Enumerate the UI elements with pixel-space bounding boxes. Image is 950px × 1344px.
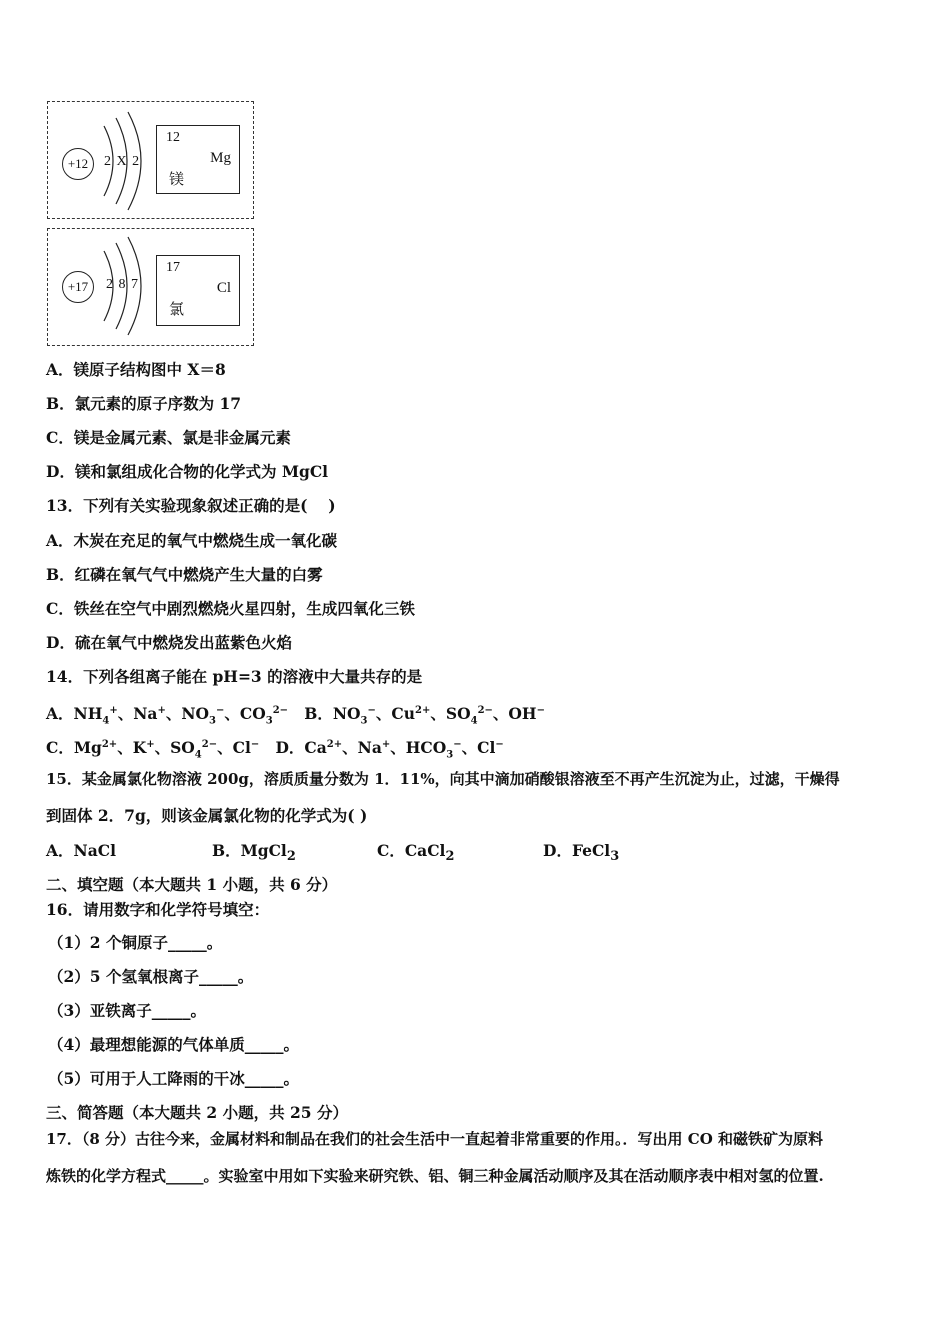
ion-na: Na	[133, 704, 158, 724]
q15-option-a-text: A．NaCl	[46, 841, 116, 860]
sep: 、	[165, 704, 182, 724]
ion-cl-sup: −	[250, 739, 260, 750]
q16-stem: 16．请用数字和化学符号填空：	[46, 900, 270, 919]
ion-cl: Cl	[477, 738, 496, 758]
ion-no3: NO	[332, 704, 361, 724]
ion-k-sup: +	[146, 739, 155, 750]
ion-nh4: NH	[73, 704, 103, 724]
ion-cl-sup: −	[495, 739, 504, 750]
q14-options-cd	[46, 735, 504, 765]
ion-co3-sup: 2−	[272, 705, 289, 716]
magnesium-name: 镁	[169, 170, 185, 188]
q14-stem: 14．下列各组离子能在 pH=3 的溶液中大量共存的是	[46, 667, 423, 686]
ion-na-sup: +	[381, 739, 391, 750]
q15-option-d	[543, 841, 619, 867]
ion-oh-sup: −	[536, 705, 545, 716]
ion-so4: SO	[170, 738, 195, 758]
q15-option-c	[377, 841, 454, 867]
q16-item-1: （1）2 个铜原子_____。	[48, 933, 223, 952]
section-3-heading: 三、简答题（本大题共 2 小题，共 25 分）	[46, 1103, 348, 1122]
q12-option-d: D．镁和氯组成化合物的化学式为 MgCl	[46, 462, 329, 481]
magnesium-atomic-number: 12	[166, 130, 180, 145]
q17-line2: 炼铁的化学方程式_____。实验室中用如下实验来研究铁、铝、铜三种金属活动顺序及其在活动顺序表中相对氢的位置.	[46, 1167, 824, 1185]
q16-item-3: （3）亚铁离子_____。	[48, 1001, 207, 1020]
magnesium-nucleus: +12	[62, 148, 94, 180]
magnesium-diagram	[47, 101, 254, 219]
chlorine-nucleus: +17	[62, 271, 94, 303]
sep: 、	[375, 704, 392, 724]
q13-option-a: A．木炭在充足的氧气中燃烧生成一氧化碳	[46, 531, 338, 550]
chlorine-element-card	[156, 255, 240, 326]
sep: 、	[117, 738, 133, 758]
ion-cu-sup: 2+	[415, 705, 431, 716]
q15-option-b	[212, 841, 296, 867]
ion-no3-sup: −	[367, 705, 376, 716]
ion-na-sup: +	[157, 705, 166, 716]
chlorine-name: 氯	[169, 300, 185, 318]
q12-option-a: A．镁原子结构图中 X＝8	[46, 360, 226, 379]
sep: 、	[217, 738, 233, 758]
magnesium-symbol: Mg	[210, 150, 231, 166]
ion-no3-sup: −	[216, 705, 225, 716]
q16-item-2: （2）5 个氢氧根离子_____。	[48, 967, 254, 986]
ion-hco3-sub: 3	[446, 749, 454, 761]
ion-no3-sub: 3	[209, 715, 216, 727]
ion-ca-sup: 2+	[326, 739, 343, 750]
q15-option-a	[46, 841, 116, 861]
q15-option-d-sub: 3	[610, 849, 620, 865]
sep: 、	[390, 738, 406, 758]
q14-option-a-label: A．	[46, 704, 74, 724]
ion-so4-sup: 2−	[201, 739, 218, 750]
ion-no3-sub: 3	[360, 715, 368, 727]
chlorine-diagram	[47, 228, 254, 346]
q15-option-c-text: C．CaCl	[377, 841, 446, 860]
q16-item-5: （5）可用于人工降雨的干冰_____。	[48, 1069, 300, 1088]
chlorine-shell-electrons: 2 8 7	[106, 277, 139, 292]
q13-option-c: C．铁丝在空气中剧烈燃烧火星四射，生成四氧化三铁	[46, 599, 415, 618]
ion-so4-sup: 2−	[477, 705, 493, 716]
q13-stem: 13．下列有关实验现象叙述正确的是( )	[46, 496, 336, 515]
ion-no3: NO	[181, 704, 210, 724]
ion-ca: Ca	[304, 738, 327, 758]
sep: 、	[224, 704, 240, 724]
q15-option-b-text: B．MgCl	[212, 841, 287, 860]
q13-option-b: B．红磷在氧气气中燃烧产生大量的白雾	[46, 565, 323, 584]
q15-stem-line1: 15．某金属氯化物溶液 200g，溶质质量分数为 1．11%，向其中滴加硝酸银溶液至不再产生沉淀为止，过滤，干燥得	[46, 770, 840, 788]
section-2-heading: 二、填空题（本大题共 1 小题，共 6 分）	[46, 875, 338, 894]
ion-hco3: HCO	[405, 738, 447, 758]
q12-option-b: B．氯元素的原子序数为 17	[46, 394, 242, 413]
sep: 、	[492, 704, 509, 724]
q15-option-d-text: D．FeCl	[543, 841, 611, 860]
ion-hco3-sup: −	[453, 739, 462, 750]
sep: 、	[342, 738, 358, 758]
q15-stem-line2: 到固体 2．7g，则该金属氯化物的化学式为( )	[46, 806, 368, 825]
magnesium-shell-electrons: 2 X 2	[104, 154, 141, 169]
sep: 、	[117, 704, 134, 724]
ion-nh4-sub: 4	[102, 715, 110, 727]
q15-option-b-sub: 2	[286, 849, 296, 865]
chlorine-symbol: Cl	[216, 280, 231, 296]
ion-cu: Cu	[391, 704, 416, 724]
ion-cl: Cl	[232, 738, 251, 758]
magnesium-element-card	[156, 125, 240, 194]
chlorine-atomic-number: 17	[166, 260, 180, 275]
ion-mg-sup: 2+	[101, 739, 118, 750]
sep: 、	[154, 738, 171, 758]
ion-k: K	[132, 738, 147, 758]
ion-so4: SO	[445, 704, 471, 724]
q14-options-ab	[46, 701, 545, 731]
q14-option-b-label: B．	[304, 704, 333, 724]
ion-co3-sub: 3	[265, 715, 273, 727]
ion-oh: OH	[508, 704, 537, 724]
q14-option-d-label: D．	[275, 738, 305, 758]
ion-mg: Mg	[73, 738, 102, 758]
ion-co3: CO	[239, 704, 266, 724]
q14-option-c-label: C．	[46, 738, 74, 758]
sep: 、	[461, 738, 478, 758]
q16-item-4: （4）最理想能源的气体单质_____。	[48, 1035, 300, 1054]
ion-so4-sub: 4	[470, 715, 478, 727]
q15-option-c-sub: 2	[445, 849, 455, 865]
q12-option-c: C．镁是金属元素、氯是非金属元素	[46, 428, 291, 447]
q13-option-d: D．硫在氧气中燃烧发出蓝紫色火焰	[46, 633, 292, 652]
ion-na: Na	[357, 738, 382, 758]
ion-so4-sub: 4	[194, 749, 202, 761]
q17-line1: 17．（8 分）古往今来，金属材料和制品在我们的社会生活中一直起着非常重要的作用。．写出用 CO 和磁铁矿为原料	[46, 1130, 823, 1148]
ion-nh4-sup: +	[109, 705, 118, 716]
sep: 、	[430, 704, 446, 724]
